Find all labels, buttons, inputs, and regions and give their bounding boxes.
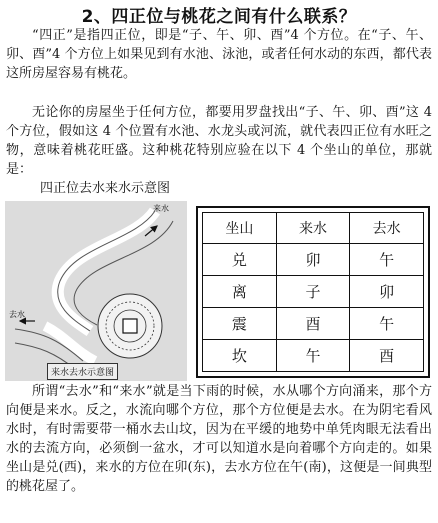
paragraph-3: 所谓“去水”和“来水”就是当下雨的时候，水从哪个方向涌来，那个方向便是来水。反之，水流向哪个方位，那个方位便是去水。在为阴宅看风水时，有时需要带一桶水去山坟，因为在平缓的地势中单凭肉眼无法看出水的去流方向，必须倒一盆水，才可以知道水是向着哪个方向走的。如果坐山是兑(西)，来水的方位在卯(东)，去水方位在午(南)，这便是一间典型的桃花屋了。 [6, 384, 432, 494]
table-cell: 午 [350, 243, 424, 275]
water-flow-diagram [5, 201, 187, 381]
table-cell: 卯 [276, 243, 350, 275]
table-row [203, 243, 424, 275]
section-title: 2、四正位与桃花之间有什么联系？ [81, 7, 357, 27]
diagram-caption: 来水去水示意图 [47, 363, 118, 380]
compass-icon [98, 294, 162, 358]
table-cell: 酉 [276, 307, 350, 339]
table-header-cell: 坐山 [203, 213, 277, 244]
table-cell: 震 [203, 307, 277, 339]
table-cell: 午 [350, 307, 424, 339]
table-cell: 午 [276, 339, 350, 371]
table-header-row [203, 213, 424, 244]
paragraph-1: “四正”是指四正位，即是“子、午、卯、酉”4 个方位。在“子、午、卯、酉”4 个方位上如果见到有水池、泳池，或者任何水动的东西，都代表这所房屋容易有桃花。 [6, 28, 432, 81]
water-direction-table [196, 206, 430, 378]
table-row [203, 339, 424, 371]
table-cell: 兑 [203, 243, 277, 275]
table-cell: 卯 [350, 275, 424, 307]
table-cell: 子 [276, 275, 350, 307]
table-cell: 坎 [203, 339, 277, 371]
paragraph-2: 无论你的房屋坐于任何方位，都要用罗盘找出“子、午、卯、酉”这 4 个方位，假如这 4 个位置有水池、水龙头或河流，就代表四正位有水旺之物，意味着桃花旺盛。这种桃花特别应验在以下 4 个坐山的单位，那就是： [6, 105, 432, 177]
table-row [203, 275, 424, 307]
diagram-drawing [5, 201, 187, 381]
label-outgoing-water: 去水 [9, 310, 25, 319]
table-header-cell: 去水 [350, 213, 424, 244]
table-cell: 离 [203, 275, 277, 307]
table-cell: 酉 [350, 339, 424, 371]
label-incoming-water: 来水 [153, 204, 169, 213]
table-row [203, 307, 424, 339]
table-header-cell: 来水 [276, 213, 350, 244]
figure-title: 四正位去水来水示意图 [40, 181, 171, 196]
